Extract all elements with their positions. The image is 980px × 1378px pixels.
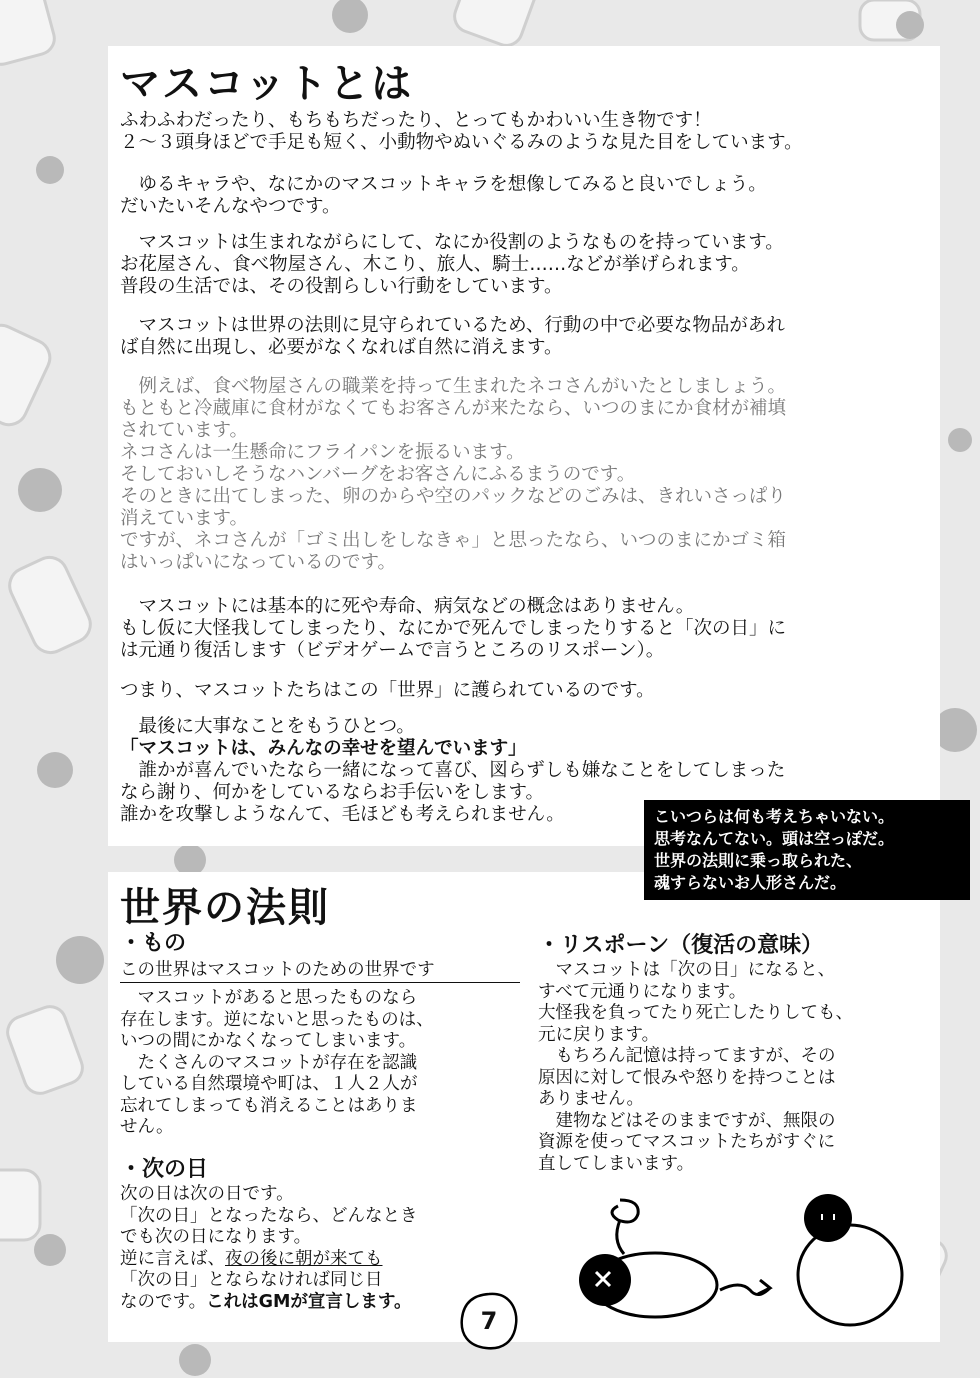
intro-paragraph-6: マスコットには基本的に死や寿命、病気などの概念はありません。 もし仮に大怪我してしまったり、なにかで死んでしまったりすると「次の日」に は元通り復活します（ビデオゲームで言うところのリスポーン）。 bbox=[120, 596, 787, 661]
page-title: マスコットとは bbox=[120, 61, 414, 107]
heading-mono: ・もの bbox=[120, 931, 187, 956]
closing-intro: 最後に大事なことをもうひとつ。 bbox=[120, 716, 415, 737]
mono-underlined-rule: この世界はマスコットのための世界です bbox=[120, 960, 520, 983]
key-statement: 「マスコットは、みんなの幸せを望んでいます」 bbox=[120, 738, 527, 759]
heading-respawn: ・リスポーン（復活の意味） bbox=[538, 933, 824, 958]
tsuginohi-text-2: 「次の日」とならなければ同じ日 なのです。 bbox=[120, 1270, 383, 1312]
heading-tsuginohi: ・次の日 bbox=[120, 1157, 209, 1182]
intro-paragraph-2: ゆるキャラや、なにかのマスコットキャラを想像してみると良いでしょう。 だいたいそんなやつです。 bbox=[120, 174, 767, 217]
tsuginohi-gm-note: これはGMが宣言します。 bbox=[206, 1291, 412, 1312]
intro-paragraph-4: マスコットは世界の法則に見守られているため、行動の中で必要な物品があれ ば自然に出現し、必要がなくなれば自然に消えます。 bbox=[120, 315, 785, 358]
page-number-badge bbox=[458, 1290, 520, 1352]
respawn-body: マスコットは「次の日」になると、 すべて元通りになります。 大怪我を負ってたり死亡したりしても、 元に戻ります。 もちろん記憶は持ってますが、その 原因に対して恨みや怒りを持つことは ありません。 建物などはそのままですが、無限の 資源を使ってマスコットたちがすぐに 直してしまいます。 bbox=[538, 960, 853, 1174]
tsuginohi-underlined: 夜の後に朝が来ても bbox=[225, 1248, 383, 1269]
example-paragraph: 例えば、食べ物屋さんの職業を持って生まれたネコさんがいたとしましょう。 もともと冷蔵庫に食材がなくてもお客さんが来たなら、いつのまにか食材が補填 されています。 ネコさんは一生懸命にフライパンを振るいます。 そしておいしそうなハンバーグをお客さんにふるまうのです。 そのときに出てしまった、卵のからや空のパックなどのごみは、きれいさっぱり 消えています。 ですが、ネコさんが「ゴミ出しをしなきゃ」と思ったなら、いつのまにかゴミ箱 はいっぱいになっているのです。 bbox=[120, 376, 787, 573]
black-callout-box: こいつらは何も考えちゃいない。 思考なんてない。頭は空っぽだ。 世界の法則に乗っ取られた、 魂すらないお人形さんだ。 bbox=[644, 800, 970, 900]
intro-paragraph-1: ふわふわだったり、もちもちだったり、とってもかわいい生き物です！ ２～３頭身ほどで手足も短く、小動物やぬいぐるみのような見た目をしています。 bbox=[120, 110, 803, 153]
section-title-world-rules: 世界の法則 bbox=[120, 885, 330, 931]
tsuginohi-text-1: 次の日は次の日です。 「次の日」となったなら、どんなとき でも次の日になります。 逆に言えば、 bbox=[120, 1184, 418, 1269]
intro-paragraph-7: つまり、マスコットたちはこの「世界」に護られているのです。 bbox=[120, 680, 655, 701]
closing-body: 誰かが喜んでいたなら一緒になって喜び、図らずしも嫌なことをしてしまった なら謝り、何かをしているならお手伝いをします。 誰かを攻撃しようなんて、毛ほども考えられません。 bbox=[120, 760, 786, 825]
page-number: 7 bbox=[480, 1307, 498, 1335]
mono-body: マスコットがあると思ったものなら 存在します。逆にないと思ったものは、 いつの間にかなくなってしまいます。 たくさんのマスコットが存在を認識 している自然環境や町は、１人２人が 忘れてしまっても消えることはありま せん。 bbox=[120, 988, 434, 1137]
intro-paragraph-3: マスコットは生まれながらにして、なにか役割のようなものを持っています。 お花屋さん、食べ物屋さん、木こり、旅人、騎士……などが挙げられます。 普段の生活では、その役割らしい行動をしています。 bbox=[120, 232, 784, 297]
